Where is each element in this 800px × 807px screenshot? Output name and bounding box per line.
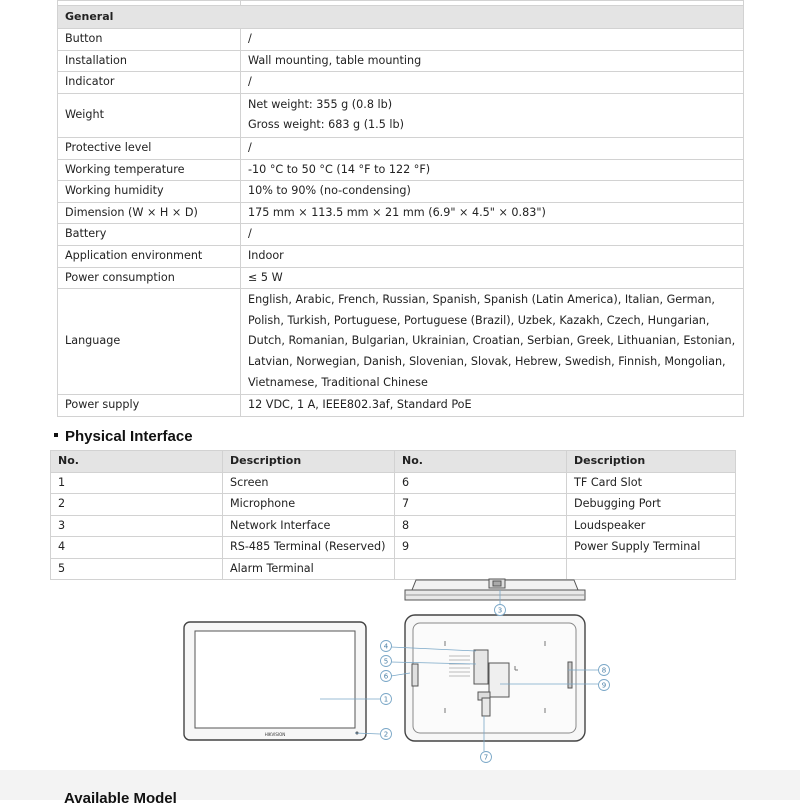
table-row [51, 494, 736, 516]
cell: Debugging Port [567, 494, 736, 516]
table-row [58, 202, 744, 224]
spec-label: Installation [58, 50, 241, 72]
spec-value: -10 °C to 50 °C (14 °F to 122 °F) [241, 159, 744, 181]
cell: Microphone [223, 494, 395, 516]
spec-value [241, 289, 744, 395]
callout-number: 9 [601, 681, 607, 690]
column-header: Description [223, 451, 395, 473]
cell: Loudspeaker [567, 515, 736, 537]
table-row [58, 159, 744, 181]
cell: Alarm Terminal [223, 558, 395, 580]
spec-value-line: English, Arabic, French, Russian, Spanish, Spanish (Latin America), Italian, German, [248, 293, 715, 307]
table-row [58, 395, 744, 417]
cell: Screen [223, 472, 395, 494]
table-row [58, 29, 744, 51]
table-row [58, 93, 744, 137]
spec-value: / [241, 224, 744, 246]
table-row [51, 472, 736, 494]
spec-label: Protective level [58, 137, 241, 159]
spec-label: Power consumption [58, 267, 241, 289]
callout-number: 7 [483, 753, 489, 762]
spec-value-line: Dutch, Romanian, Bulgarian, Ukrainian, Croatian, Serbian, Greek, Lithuanian, Estonian, [248, 334, 736, 348]
side-terminal-icon [412, 664, 418, 686]
spec-value: Wall mounting, table mounting [241, 50, 744, 72]
physical-interface-table [50, 450, 736, 580]
spec-value-line: Polish, Turkish, Portuguese, Portuguese (Brazil), Uzbek, Kazakh, Czech, Hungarian, [248, 313, 710, 327]
spec-label: Application environment [58, 245, 241, 267]
callout-number: 5 [383, 657, 389, 666]
available-model-heading: Available Model [64, 790, 177, 807]
table-row [58, 181, 744, 203]
table-row [58, 137, 744, 159]
callout-number: 2 [383, 730, 389, 739]
spec-value: 10% to 90% (no-condensing) [241, 181, 744, 203]
spec-label: Weight [58, 93, 241, 137]
cell: 9 [395, 537, 567, 559]
cell: 2 [51, 494, 223, 516]
brand-logo-text: HIKVISION [264, 732, 286, 737]
cell: 6 [395, 472, 567, 494]
column-header: No. [395, 451, 567, 473]
spec-value-line: Vietnamese, Traditional Chinese [248, 375, 428, 389]
table-row [51, 515, 736, 537]
cell: 3 [51, 515, 223, 537]
cell: 1 [51, 472, 223, 494]
table-row [58, 267, 744, 289]
spec-value-line: Net weight: 355 g (0.8 lb) [248, 97, 393, 111]
device-rear-view [405, 615, 585, 741]
spec-value [241, 93, 744, 137]
heading-text: Physical Interface [65, 428, 193, 445]
callout-number: 8 [601, 666, 607, 675]
spec-value: ≤ 5 W [241, 267, 744, 289]
spec-value-line: Gross weight: 683 g (1.5 lb) [248, 118, 404, 132]
device-top-view [405, 579, 585, 600]
table-row [58, 50, 744, 72]
physical-interface-heading [54, 428, 193, 445]
callout-number: 3 [497, 606, 503, 615]
bullet-icon [54, 433, 58, 437]
spec-label: Dimension (W × H × D) [58, 202, 241, 224]
cell: Network Interface [223, 515, 395, 537]
callout-number: 1 [383, 695, 389, 704]
table-row [58, 224, 744, 246]
column-header: No. [51, 451, 223, 473]
cell: 8 [395, 515, 567, 537]
cell: 4 [51, 537, 223, 559]
spec-value: 175 mm × 113.5 mm × 21 mm (6.9" × 4.5" × 0.83") [241, 202, 744, 224]
spec-label: Working humidity [58, 181, 241, 203]
terminal-block-icon [474, 650, 488, 684]
device-front-view [184, 622, 366, 740]
callout-number: 6 [383, 672, 389, 681]
spec-value: / [241, 29, 744, 51]
spec-value: Indoor [241, 245, 744, 267]
spec-label: Battery [58, 224, 241, 246]
table-header-row [51, 451, 736, 473]
cell: Power Supply Terminal [567, 537, 736, 559]
cell: 7 [395, 494, 567, 516]
callout-number: 4 [383, 642, 389, 651]
spec-table [57, 0, 744, 417]
cell: 5 [51, 558, 223, 580]
spec-label: Power supply [58, 395, 241, 417]
table-row [58, 245, 744, 267]
column-header: Description [567, 451, 736, 473]
spec-value-line: Latvian, Norwegian, Danish, Slovenian, Slovak, Hebrew, Swedish, Finnish, Mongolian, [248, 354, 726, 368]
section-label: General [58, 6, 744, 29]
spec-value: / [241, 137, 744, 159]
spec-value: 12 VDC, 1 A, IEEE802.3af, Standard PoE [241, 395, 744, 417]
spec-value: / [241, 72, 744, 94]
table-row [58, 289, 744, 395]
spec-label: Button [58, 29, 241, 51]
cell: RS-485 Terminal (Reserved) [223, 537, 395, 559]
section-header-general [58, 6, 744, 29]
device-diagram [0, 575, 800, 770]
spec-label: Indicator [58, 72, 241, 94]
table-row [58, 72, 744, 94]
cell: TF Card Slot [567, 472, 736, 494]
table-row [51, 537, 736, 559]
spec-label: Language [58, 289, 241, 395]
spec-label: Working temperature [58, 159, 241, 181]
